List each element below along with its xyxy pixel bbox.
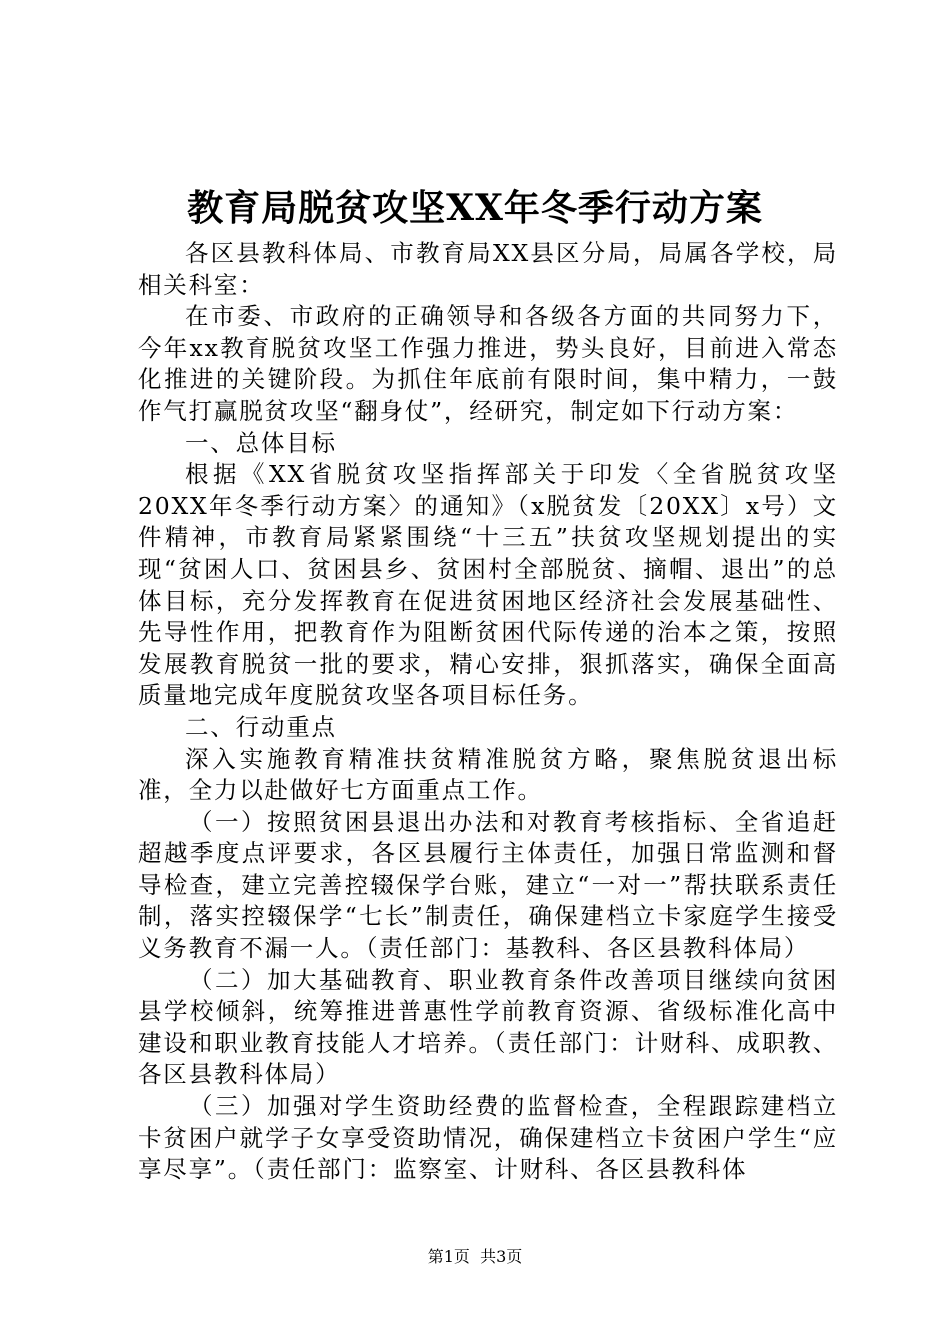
item-three-paragraph: （三）加强对学生资助经费的监督检查，全程跟踪建档立卡贫困户就学子女享受资助情况，确保建档立卡贫困户学生“应享尽享”。（责任部门：监察室、计财科、各区县教科体 [138,1092,838,1184]
intro-paragraph: 在市委、市政府的正确领导和各级各方面的共同努力下，今年xx教育脱贫攻坚工作强力推进，势头良好，目前进入常态化推进的关键阶段。为抓住年底前有限时间，集中精力，一鼓作气打赢脱贫攻坚“翻身仗”，经研究，制定如下行动方案： [138,302,838,425]
page-number: 第1页 [427,1247,470,1266]
page-footer [0,1246,950,1268]
document-body [138,238,838,1186]
item-two-paragraph: （二）加大基础教育、职业教育条件改善项目继续向贫困县学校倾斜，统筹推进普惠性学前教育资源、省级标准化高中建设和职业教育技能人才培养。（责任部门：计财科、成职教、各区县教科体局） [138,965,838,1089]
document-title: 教育局脱贫攻坚XX年冬季行动方案 [187,187,763,229]
page-total: 共3页 [480,1247,523,1266]
action-focus-paragraph: 深入实施教育精准扶贫精准脱贫方略，聚焦脱贫退出标准，全力以赴做好七方面重点工作。 [138,744,838,805]
footer-spacer [470,1247,480,1266]
section-heading-overall-goal: 一、总体目标 [185,428,337,457]
overall-goal-paragraph: 根据《XX省脱贫攻坚指挥部关于印发〈全省脱贫攻坚20XX年冬季行动方案〉的通知》（x脱贫发〔20XX〕x号）文件精神，市教育局紧紧围绕“十三五”扶贫攻坚规划提出的实现“贫困人口、贫困县乡、贫困村全部脱贫、摘帽、退出”的总体目标，充分发挥教育在促进贫困地区经济社会发展基础性、先导性作用，把教育作为阻断贫困代际传递的治本之策，按照发展教育脱贫一批的要求，精心安排，狠抓落实，确保全面高质量地完成年度脱贫攻坚各项目标任务。 [138,460,838,710]
salutation-paragraph: 各区县教科体局、市教育局XX县区分局，局属各学校，局相关科室： [138,239,838,299]
item-one-paragraph: （一）按照贫困县退出办法和对教育考核指标、全省追赶超越季度点评要求，各区县履行主体责任，加强日常监测和督导检查，建立完善控辍保学台账，建立“一对一”帮扶联系责任制，落实控辍保学“七长”制责任，确保建档立卡家庭学生接受义务教育不漏一人。（责任部门：基教科、各区县教科体局） [138,807,838,963]
section-heading-action-focus: 二、行动重点 [185,712,337,741]
